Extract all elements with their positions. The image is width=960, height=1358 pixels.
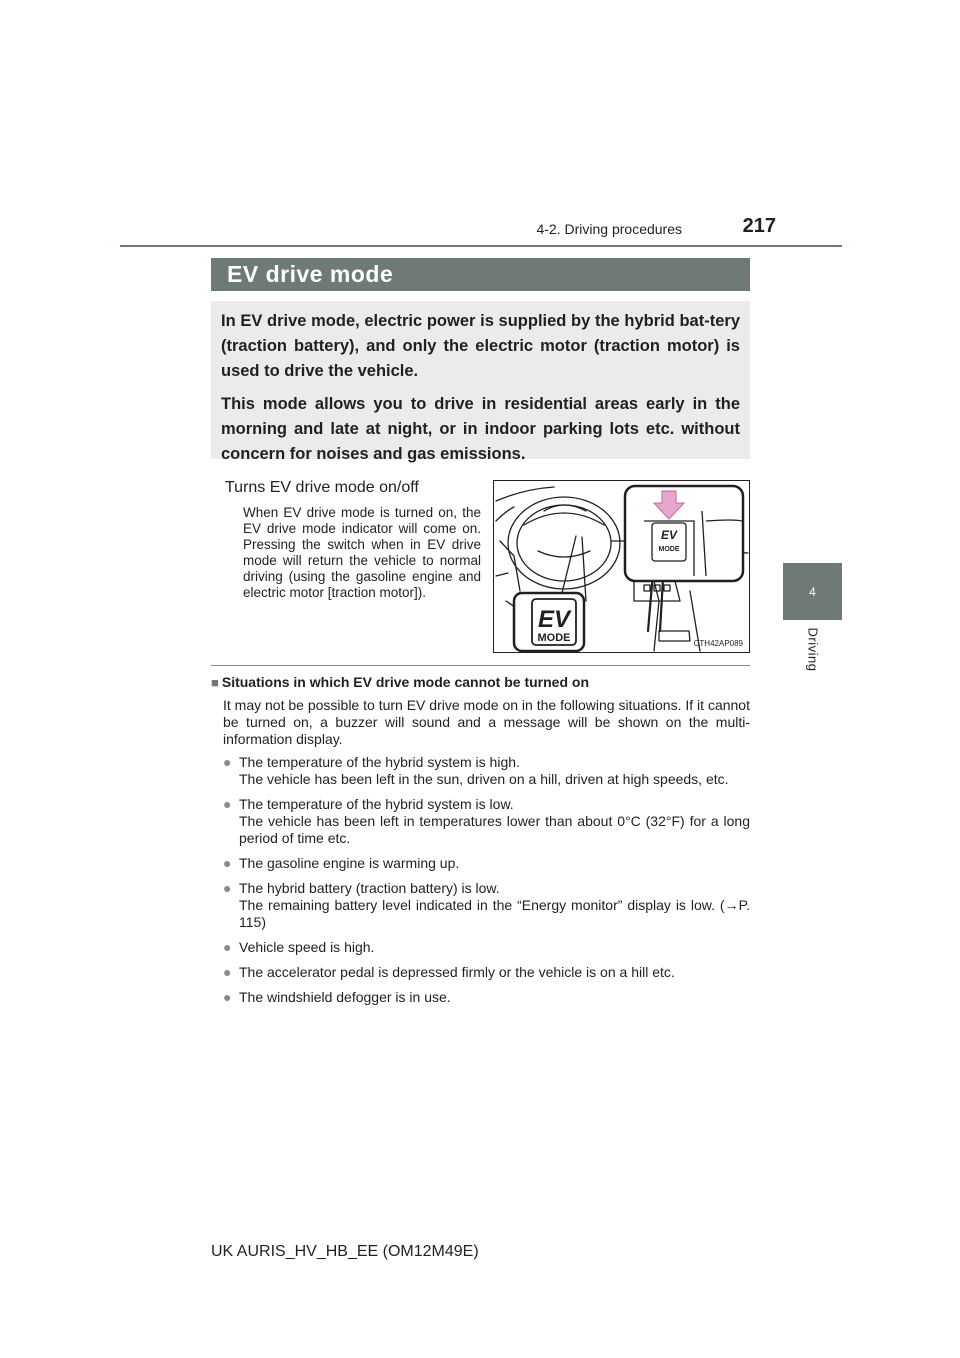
intro-paragraph: In EV drive mode, electric power is supplied by the hybrid bat-tery (traction battery), and only the electric motor (traction motor) is used to drive the vehicle. [221,312,740,380]
square-bullet-icon: ■ [211,675,219,690]
dashboard-drawing [494,481,749,652]
list-item-heading: The accelerator pedal is depressed firmly or the vehicle is on a hill etc. [239,964,675,980]
list-item-heading: The gasoline engine is warming up. [239,855,460,871]
list-item [223,855,750,872]
list-item-detail: The vehicle has been left in the sun, driven on a hill, driven at high speeds, etc. [239,771,729,787]
chapter-tab-label[interactable] [783,620,842,680]
step-description: When EV drive mode is turned on, the EV drive mode indicator will come on. Pressing the switch when in EV drive mode will return the vehicle to normal driving (using the gasoline engine and electric motor [traction motor]). [243,505,481,600]
large-ev-label: EV [537,606,571,633]
ev-mode-illustration [493,480,750,653]
list-item-heading: Vehicle speed is high. [239,939,375,955]
intro-box [211,301,750,463]
list-item-detail: The vehicle has been left in temperatures lower than about 0°C (32°F) for a long period of time etc. [239,813,750,846]
chapter-tab-number[interactable]: 4 [783,563,842,620]
list-item [223,754,750,788]
small-mode-label: MODE [658,546,680,553]
bullet-dot-icon: ● [223,855,232,871]
bullet-dot-icon: ● [223,880,232,896]
bullet-dot-icon: ● [223,939,232,955]
note-title [211,674,750,691]
list-item-heading: The windshield defogger is in use. [239,989,451,1005]
list-item [223,989,750,1006]
page-number: 217 [742,215,776,237]
page-title: EV drive mode [211,258,750,291]
list-item-detail: The remaining battery level indicated in the “Energy monitor” display is low. (→P. 115) [239,897,750,930]
bullet-dot-icon: ● [223,989,232,1005]
large-mode-label: MODE [537,632,571,644]
bullet-dot-icon: ● [223,754,232,770]
list-item [223,939,750,956]
bullet-dot-icon: ● [223,964,232,980]
note-section [211,674,750,1014]
step-title: Turns EV drive mode on/off [225,479,419,496]
list-item [223,964,750,981]
section-divider [211,665,750,666]
bullet-dot-icon: ● [223,796,232,812]
chapter-tab-text: Driving [805,627,820,672]
list-item [223,880,750,931]
small-ev-label: EV [660,528,678,542]
note-title-text: Situations in which EV drive mode cannot be turned on [221,674,590,690]
list-item-heading: The temperature of the hybrid system is high. [239,754,520,770]
note-intro: It may not be possible to turn EV drive mode on in the following situations. If it cannot be turned on, a buzzer will sound and a message will be shown on the multi-information display. [223,697,750,747]
figure-code: CTH42AP089 [693,639,743,648]
intro-paragraph: This mode allows you to drive in residential areas early in the morning and late at night, or in indoor parking lots etc. without concern for noises and gas emissions. [221,395,740,463]
header-divider [120,245,842,247]
footer-model-code: UK AURIS_HV_HB_EE (OM12M49E) [211,1243,479,1260]
list-item-heading: The temperature of the hybrid system is low. [239,796,514,812]
list-item-heading: The hybrid battery (traction battery) is low. [239,880,500,896]
list-item [223,796,750,847]
section-header: 4-2. Driving procedures [536,221,682,237]
